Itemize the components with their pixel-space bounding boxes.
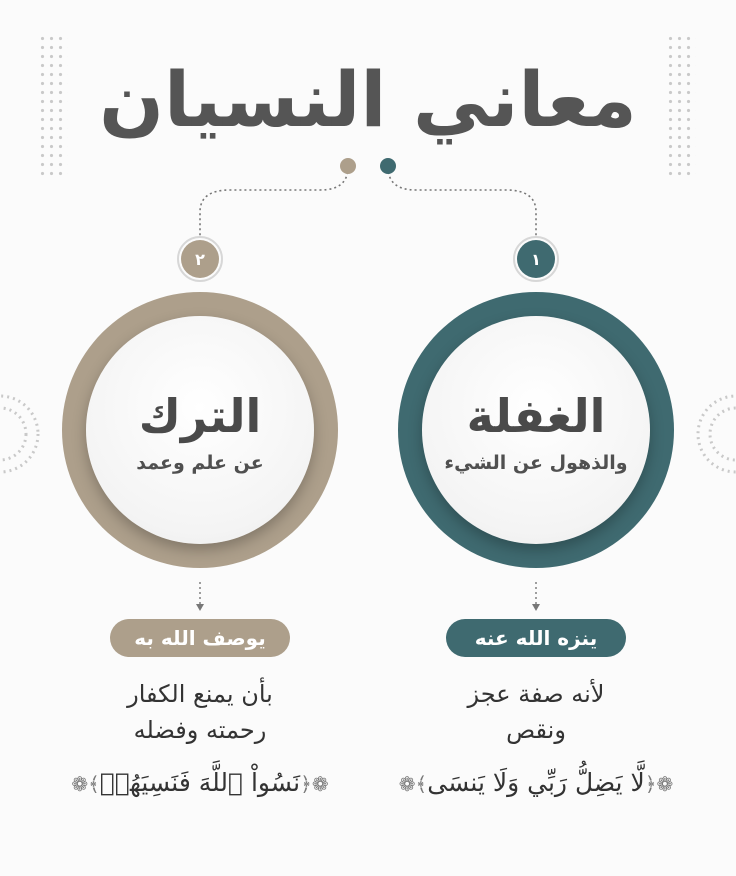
meaning-1-description-line-2: ونقص <box>506 716 566 744</box>
number-badge-1 <box>513 236 559 282</box>
arrow-down-1 <box>530 582 542 614</box>
meaning-2-heading: الترك <box>138 389 262 443</box>
number-badge-2 <box>177 236 223 282</box>
arrow-down-2 <box>194 582 206 614</box>
meaning-2-verse <box>60 768 340 797</box>
meaning-1-verse <box>396 768 676 797</box>
connector-lines <box>0 150 736 250</box>
meaning-circle-2 <box>62 292 338 568</box>
meaning-2-subtitle: عن علم وعمد <box>136 452 264 474</box>
meaning-2-verse-text: نَسُواْ ٱللَّهَ فَنَسِيَهُمۡ <box>99 768 301 797</box>
meaning-circle-1 <box>398 292 674 568</box>
verse-bracket-right-icon: ❁﴿ <box>644 772 674 796</box>
meaning-1-description-line-1: لأنه صفة عجز <box>467 680 605 708</box>
meaning-2-description <box>70 676 330 748</box>
meaning-1-heading: الغفلة <box>466 389 606 443</box>
side-arc-right <box>692 392 736 476</box>
side-arc-left <box>0 392 44 476</box>
meaning-1-subtitle: والذهول عن الشيء <box>444 452 628 474</box>
meaning-2-description-line-1: بأن يمنع الكفار <box>127 680 273 708</box>
meaning-1-description <box>406 676 666 748</box>
meaning-1-label: ينزه الله عنه <box>446 619 626 657</box>
meaning-circle-1-inner <box>422 316 650 544</box>
meaning-1-verse-text: لَّا يَضِلُّ رَبِّي وَلَا يَنسَى <box>427 768 645 797</box>
verse-bracket-right-icon: ❁﴿ <box>300 772 329 796</box>
number-badge-1-text: ١ <box>517 240 555 278</box>
meaning-2-label: يوصف الله به <box>110 619 290 657</box>
number-badge-2-text: ٢ <box>181 240 219 278</box>
page-title: معاني النسيان <box>99 55 637 144</box>
verse-bracket-left-icon: ﴾❁ <box>398 772 428 796</box>
verse-bracket-left-icon: ﴾❁ <box>71 772 100 796</box>
meaning-2-description-line-2: رحمته وفضله <box>133 716 267 744</box>
meaning-circle-2-inner <box>86 316 314 544</box>
